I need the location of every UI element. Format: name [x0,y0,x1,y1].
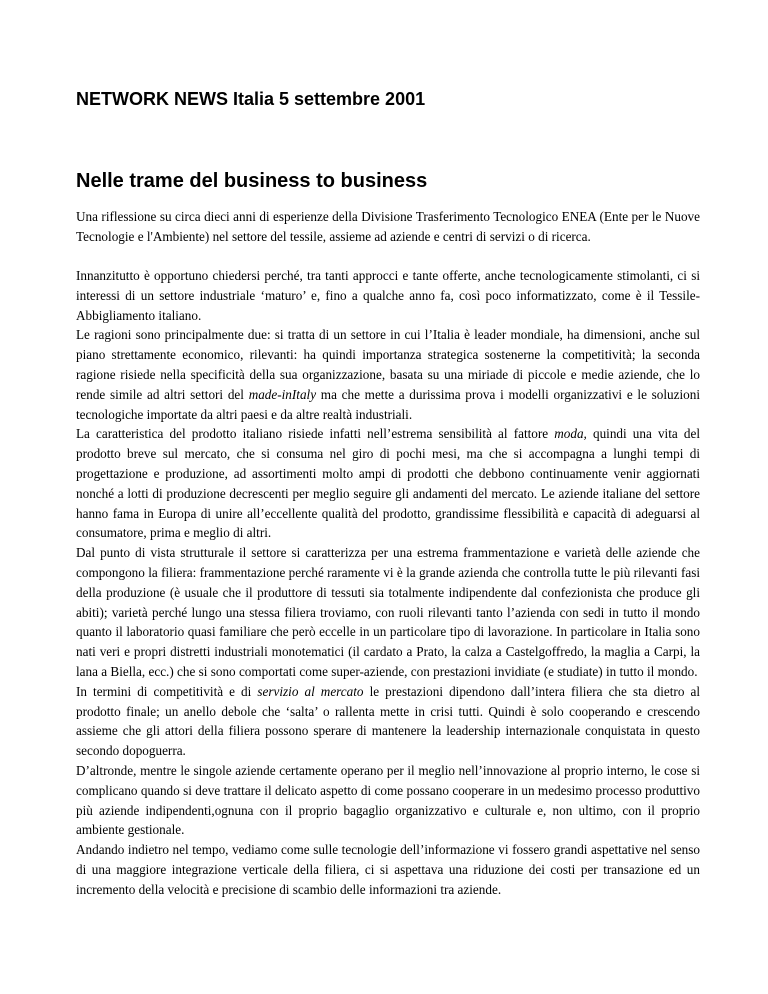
paragraph-2 [76,325,700,424]
article-body [76,266,700,900]
paragraph-5 [76,682,700,761]
paragraph-3-text-a: La caratteristica del prodotto italiano risiede infatti nell’estrema sensibilità al fattore [76,426,555,442]
paragraph-3-emphasis: moda, [554,426,587,442]
paragraph-2-text-b: ma che mette a durissima prova i modelli organizzativi e le soluzioni tecnologiche importate da altri paesi e da altre realtà industriali. [76,386,701,422]
paragraph-2-text-a: Le ragioni sono principalmente due: si tratta di un settore in cui l’Italia è leader mondiale, ha dimensioni, anche sul piano strettamente economico, rilevanti: ha quindi importanza strategica sostenerne la competitività; la seconda ragione risiede nella specificità della sua organizzazione, basata su una miriade di piccole e medie aziende, che lo rende simile ad altri settori del [76,327,700,402]
paragraph-7: Andando indietro nel tempo, vediamo come sulle tecnologie dell’informazione vi fossero grandi aspettative nel senso di una maggiore integrazione verticale della filiera, ci si aspettava una riduzione dei costi per transazione ed un incremento della velocità e precisione di scambio delle informazioni tra aziende. [76,842,700,897]
paragraph-4: Dal punto di vista strutturale il settore si caratterizza per una estrema frammentazione e varietà delle aziende che compongono la filiera: frammentazione perché raramente vi è la grande azienda che controlla tutte le più rilevanti fasi della produzione (è usuale che il produttore di tessuti sia totalmente indipendente dal confezionista che produce gli abiti); varietà perché lungo una stessa filiera troviamo, con ruoli rilevanti tanto l’azienda con sedi in tutto il mondo quanto il laboratorio quasi familiare che però eccelle in un particolare tipo di lavorazione. In particolare in Italia sono nati veri e propri distretti industriali monotematici (il cardato a Prato, la calza a Castelgoffredo, la maglia a Carpi, la lana a Biella, ecc.) che si sono comportati come super-aziende, con prestazioni invidiate (e studiate) in tutto il mondo. [76,545,700,679]
article-title: Nelle trame del business to business [76,170,428,192]
newsletter-header: NETWORK NEWS Italia 5 settembre 2001 [76,89,426,109]
paragraph-5-text-a: In termini di competitività e di [76,683,258,699]
paragraph-6: D’altronde, mentre le singole aziende certamente operano per il meglio nell’innovazione al proprio interno, le cose si complicano quando si deve trattare il delicato aspetto di come possano cooperare in un medesimo processo produttivo più aziende indipendenti,ognuna con il proprio bagaglio organizzativo e culturale e, non ultimo, con il proprio ambiente gestionale. [76,762,700,838]
paragraph-3 [76,424,700,543]
paragraph-2-emphasis: made-inItaly [248,386,317,402]
intro-paragraph: Una riflessione su circa dieci anni di esperienze della Divisione Trasferimento Tecnologico ENEA (Ente per le Nuove Tecnologie e l'Ambiente) nel settore del tessile, assieme ad aziende e centri di servizi o di ricerca. [76,209,700,244]
paragraph-5-emphasis: servizio al mercato [257,683,364,699]
paragraph-5-text-b: le prestazioni dipendono dall’intera filiera che sta dietro al prodotto finale; un anello debole che ‘salta’ o rallenta mette in crisi tutti. Quindi è solo cooperando e crescendo assieme che gli attori della filiera possono sperare di mantenere la leadership internazionale conquistata in questo secondo dopoguerra. [76,683,700,759]
paragraph-1: Innanzitutto è opportuno chiedersi perché, tra tanti approcci e tante offerte, anche tecnologicamente stimolanti, ci si interessi di un settore industriale ‘maturo’ e, fino a qualche anno fa, così poco informatizzato, come è il Tessile-Abbigliamento italiano. [76,268,700,323]
article-intro [76,207,700,247]
paragraph-3-text-b: quindi una vita del prodotto breve sul mercato, che si consuma nel giro di pochi mesi, ma che si accompagna a lunghi tempi di progettazione e produzione, ad assortimenti molto ampi di prodotti che debbono continuamente venir aggiornati nonché a lotti di produzione decrescenti per meglio seguire gli andamenti del mercato. Le aziende italiane del settore hanno fama in Europa di unire all’eccellente qualità del prodotto, grandissime flessibilità e capacità di adeguarsi al consumatore, prima e meglio di altri. [76,426,700,541]
